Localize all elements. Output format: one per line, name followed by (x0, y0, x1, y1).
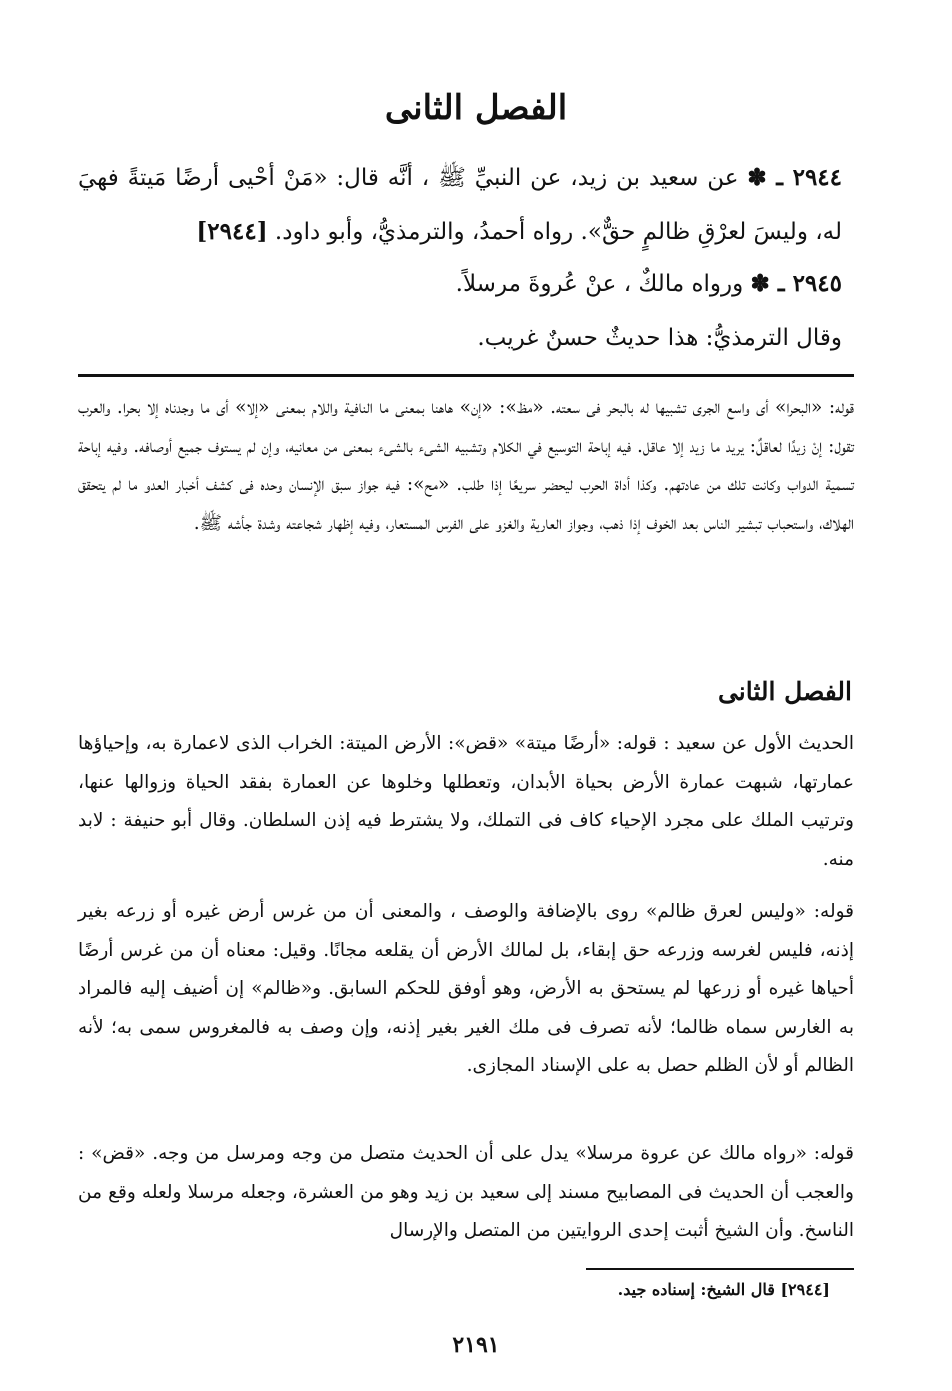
hadith-text: ورواه مالكٌ ، عنْ عُروةَ مرسلاً. (455, 271, 744, 297)
tirmidhi-note: وقال الترمذيُّ: هذا حديثٌ حسنٌ غريب. (477, 325, 842, 351)
hadith-text: عن سعيد بن زيد، عن النبيِّ ﷺ ، أنَّه قال: «مَنْ أحْيى أرضًا مَيتةً فهيَ له، وليسَ لعرْقِ ظالمٍ حقٌّ». رواه أحمدُ، والترمذيُّ، وأبو داود. (78, 165, 842, 245)
commentary-paragraph: قوله: «البحرا» أى واسع الجرى تشبيها له بالبحر فى سعته. «مظ»: «إن» هاهنا بمعنى ما النافية واللام بمعنى «إلا» أى ما وجدناه إلا بحرا. والعرب تقول: إنْ زيدًا لعاقلٌ: يريد ما زيد إلا عاقل. فيه إباحة التوسيع في الكلام وتشبيه الشىء بالشىء بمعنى من معانيه، وإن لم يستوف جميع أوصافه. وفيه إباحة تسمية الدواب وكانت تلك من عادتهم. وكذا أداة الحرب ليحضر سريعًا إذا طلب. «مح»: فيه جواز سبق الإنسان وحده فى كشف أخبار العدو ما لم يتحقق الهلاك، واستحباب تبشير الناس بعد الخوف إذا ذهب، وجواز العارية والغزو على الفرس المستعار، وفيه إظهار شجاعته وشدة جأشه ﷺ. (78, 397, 854, 534)
chapter-title: الفصل الثانى (384, 88, 568, 128)
hadith-reference: [٢٩٤٤] (196, 218, 268, 245)
commentary-paragraph: قوله: «وليس لعرق ظالم» روى بالإضافة والوصف ، والمعنى أن من غرس أرض غيره أو زرعه بغير إذنه، فليس لغرسه وزرعه حق إبقاء، بل لمالك الأرض أن يقلعه مجانًا. وقيل: معناه أن من غرس أرضًا أحياها غيره أو زرعها لم يستحق به الأرض، وهو أوفق للحكم السابق. و«ظالم» إن أضيف إليه فالمراد به الغارس سماه ظالما؛ لأنه تصرف فى ملك الغير بغير إذنه، وإن وصف به فالمغروس سمى به؛ لأنه الظالم أو لأن الظلم حصل به على الإسناد المجازى. (78, 901, 854, 1076)
section-divider (78, 374, 854, 377)
hadith-number: ٢٩٤٤ ـ ✽ (747, 164, 843, 191)
page-number: ٢١٩١ (452, 1332, 500, 1358)
footnote-divider (586, 1268, 854, 1270)
footnote: [٢٩٤٤] قال الشيخ: إسناده جيد. (617, 1280, 830, 1299)
hadith-2945 (78, 257, 842, 311)
hadith-number: ٢٩٤٥ ـ ✽ (750, 270, 842, 297)
section-heading: الفصل الثانى (717, 677, 852, 706)
commentary-paragraph: الحديث الأول عن سعيد : قوله: «أرضًا ميتة» «قض»: الأرض الميتة: الخراب الذى لاعمارة به، وإحياؤها عمارتها، شبهت عمارة الأرض بحياة الأبدان، وتعطلها وخلوها عن العمارة بفقد الحياة وزوالها عنها، وترتيب الملك على مجرد الإحياء كاف فى التملك، ولا يشترط فيه إذن السلطان. وقال أبو حنيفة : لابد منه. (78, 733, 854, 870)
hadith-2944 (78, 151, 842, 259)
commentary-paragraph: قوله: «رواه مالك عن عروة مرسلا» يدل على أن الحديث متصل من وجه ومرسل من وجه. «قض» : والعجب أن الحديث فى المصابيح مسند إلى سعيد بن زيد وهو من العشرة، وجعله مرسلا ولعله وقع من الناسخ. وأن الشيخ أثبت إحدى الروايتين من المتصل والإرسال (78, 1143, 854, 1241)
